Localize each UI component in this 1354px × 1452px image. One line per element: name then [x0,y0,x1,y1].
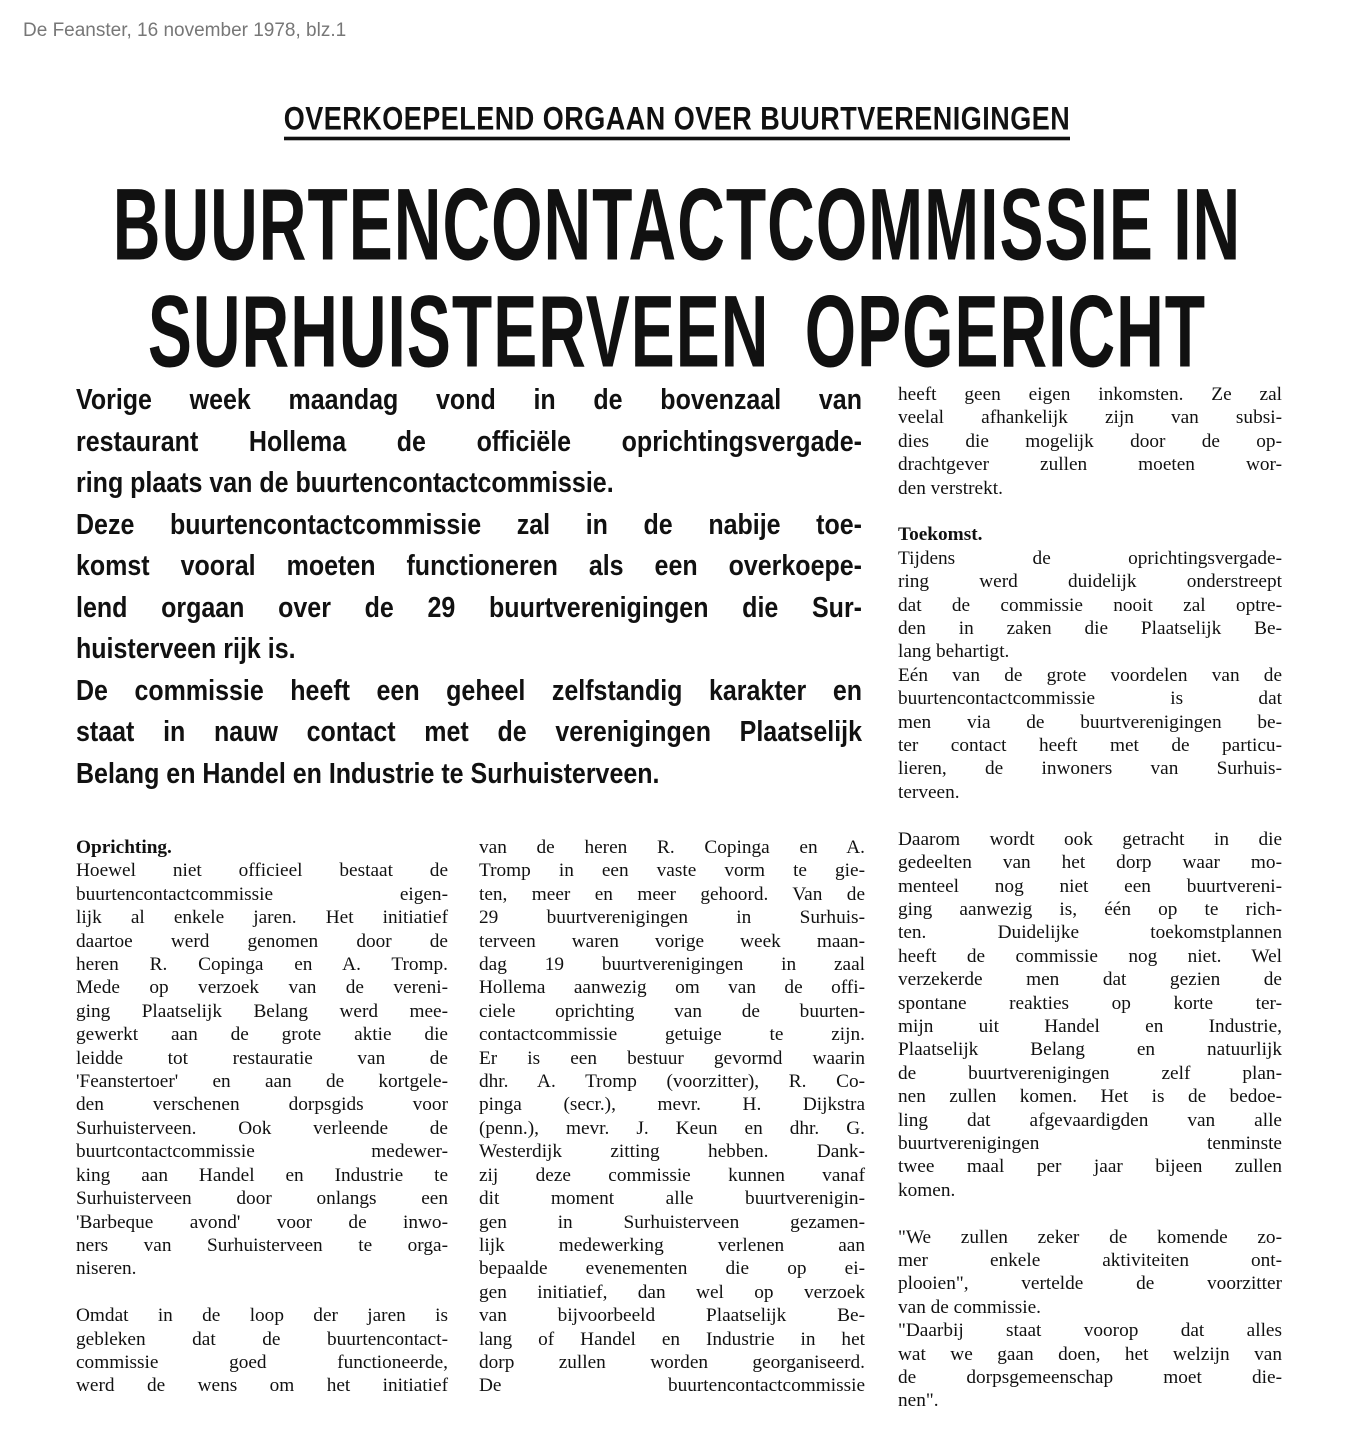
text-line: ring plaats van de buurtencontactcommissie. [76,466,614,499]
text-line: (penn.), mevr. J. Keun en dhr. G. [479,1117,865,1139]
subheading: Oprichting. [76,837,172,858]
headline-line-2: SURHUISTERVEEN OPGERICHT [147,273,1207,389]
paragraph-gap [898,1202,1282,1225]
text-line: twee maal per jaar bijeen zullen [898,1156,1282,1178]
text-line: de buurtverenigingen zelf plan- [898,1062,1282,1084]
text-line: ring werd duidelijk onderstreept [898,571,1282,593]
text-line: wat we gaan doen, het welzijn van [898,1343,1282,1365]
text-line: ten, meer en meer gehoord. Van de [479,883,865,905]
text-line: buurtencontactcommissie is dat [898,688,1282,710]
text-line: Eén van de grote voordelen van de [898,664,1282,686]
text-line: buurtencontactcommissie eigen- [76,883,448,905]
text-line: Surhuisterveen door onlangs een [76,1188,448,1210]
lead-paragraph [76,380,862,795]
text-line: niseren. [76,1258,137,1280]
text-line: gedeelten van het dorp waar mo- [898,852,1282,874]
text-line: bepaalde evenementen die op ei- [479,1258,865,1280]
text-line: Tijdens de oprichtingsvergade- [898,547,1282,569]
text-line: De buurtencontactcommissie [479,1375,865,1397]
text-line: ciele oprichting van de buurten- [479,1000,865,1022]
text-line: komst vooral moeten functioneren als een overkoepe- [76,549,862,582]
text-line: Hollema aanwezig om van de offi- [479,977,865,999]
text-line: ging Plaatselijk Belang werd mee- [76,1000,448,1022]
text-line: commissie goed functioneerde, [76,1351,448,1373]
text-line: dhr. A. Tromp (voorzitter), R. Co- [479,1071,865,1093]
text-line: den verstrekt. [898,477,1003,499]
text-line: "We zullen zeker de komende zo- [898,1226,1282,1248]
text-line: dies die mogelijk door de op- [898,430,1282,452]
text-line: van bijvoorbeeld Plaatselijk Be- [479,1305,865,1327]
text-line: buurtverenigingen tenminste [898,1132,1282,1154]
article-column-1 [76,836,448,1398]
text-line: terveen. [898,781,960,803]
text-line: dat de commissie nooit zal optre- [898,594,1282,616]
text-line: menteel nog niet een buurtvereni- [898,875,1282,897]
text-line: Plaatselijk Belang en natuurlijk [898,1039,1282,1061]
text-line: terveen waren vorige week maan- [479,930,865,952]
text-line: gen initiatief, dan wel op verzoek [479,1281,865,1303]
text-line: Vorige week maandag vond in de bovenzaal van [76,383,862,416]
text-line: lijk medewerking verlenen aan [479,1234,865,1256]
text-line: veelal afhankelijk zijn van subsi- [898,407,1282,429]
kicker-text: OVERKOEPELEND ORGAAN OVER BUURTVERENIGINGEN [284,101,1071,141]
text-line: staat in nauw contact met de verenigingen Plaatselijk [76,715,862,748]
text-line: dit moment alle buurtverenigin- [479,1188,865,1210]
text-line: lijk al enkele jaren. Het initiatief [76,907,448,929]
text-line: lang of Handel en Industrie in het [479,1328,865,1350]
text-line: Hoewel niet officieel bestaat de [76,860,448,882]
text-line: Er is een bestuur gevormd waarin [479,1047,865,1069]
text-line: ter contact heeft met de particu- [898,735,1282,757]
text-line: zij deze commissie kunnen vanaf [479,1164,865,1186]
text-line: gen in Surhuisterveen gezamen- [479,1211,865,1233]
text-line: ten. Duidelijke toekomstplannen [898,922,1282,944]
text-line: king aan Handel en Industrie te [76,1164,448,1186]
text-line: 29 buurtverenigingen in Surhuis- [479,907,865,929]
text-line: 'Barbeque avond' voor de inwo- [76,1211,448,1233]
text-line: restaurant Hollema de officiële oprichtingsvergade- [76,425,862,458]
text-line: Deze buurtencontactcommissie zal in de nabije toe- [76,508,862,541]
text-line: De commissie heeft een geheel zelfstandig karakter en [76,674,862,707]
text-line: heeft geen eigen inkomsten. Ze zal [898,384,1282,405]
text-line: spontane reakties op korte ter- [898,992,1282,1014]
text-line: Surhuisterveen. Ook verleende de [76,1117,448,1139]
text-line: komen. [898,1179,956,1201]
source-caption: De Feanster, 16 november 1978, blz.1 [23,20,347,41]
text-line: contactcommissie getuige te zijn. [479,1024,865,1046]
text-line: gebleken dat de buurtencontact- [76,1328,448,1350]
text-line: huisterveen rijk is. [76,632,296,665]
text-line: den verschenen dorpsgids voor [76,1094,448,1116]
text-line: buurtcontactcommissie medewer- [76,1141,448,1163]
text-line: ging aanwezig is, één op te rich- [898,898,1282,920]
text-line: den in zaken die Plaatselijk Be- [898,618,1282,640]
text-line: leidde tot restauratie van de [76,1047,448,1069]
text-line: heren R. Copinga en A. Tromp. [76,954,448,976]
text-line: dorp zullen worden georganiseerd. [479,1351,865,1373]
text-line: Belang en Handel en Industrie te Surhuisterveen. [76,757,660,790]
text-line: plooien", vertelde de voorzitter [898,1273,1282,1295]
article-column-2 [479,836,865,1398]
text-line: Tromp in een vaste vorm te gie- [479,860,865,882]
article-column-3 [898,383,1282,1413]
text-line: heeft de commissie nog niet. Wel [898,945,1282,967]
text-line: mer enkele aktiviteiten ont- [898,1249,1282,1271]
paragraph-gap [898,804,1282,827]
text-line: van de commissie. [898,1296,1041,1318]
text-line: nen zullen komen. Het is de bedoe- [898,1086,1282,1108]
subheading: Toekomst. [898,524,983,546]
text-line: ners van Surhuisterveen te orga- [76,1234,448,1256]
paragraph-gap [76,1281,448,1304]
text-line: Omdat in de loop der jaren is [76,1305,448,1327]
paragraph-gap [898,500,1282,523]
text-line: Daarom wordt ook getracht in die [898,828,1282,850]
text-line: lieren, de inwoners van Surhuis- [898,758,1282,780]
text-line: pinga (secr.), mevr. H. Dijkstra [479,1094,865,1116]
kicker-heading [0,100,1354,137]
text-line: 'Feanstertoer' en aan de kortgele- [76,1071,448,1093]
headline-line-1: BUURTENCONTACTCOMMISSIE IN [112,166,1242,282]
text-line: drachtgever zullen moeten wor- [898,454,1282,476]
text-line: ling dat afgevaardigden van alle [898,1109,1282,1131]
text-line: lang behartigt. [898,641,1010,663]
text-line: verzekerde men dat gezien de [898,969,1282,991]
text-line: lend orgaan over de 29 buurtverenigingen die Sur- [76,591,862,624]
text-line: Westerdijk zitting hebben. Dank- [479,1141,865,1163]
text-line: de dorpsgemeenschap moet die- [898,1367,1282,1389]
text-line: men via de buurtverenigingen be- [898,711,1282,733]
text-line: Mede op verzoek van de vereni- [76,977,448,999]
text-line: nen". [898,1390,939,1412]
text-line: "Daarbij staat voorop dat alles [898,1320,1282,1342]
text-line: gewerkt aan de grote aktie die [76,1024,448,1046]
text-line: dag 19 buurtverenigingen in zaal [479,954,865,976]
text-line: van de heren R. Copinga en A. [479,837,865,858]
text-line: daartoe werd genomen door de [76,930,448,952]
text-line: werd de wens om het initiatief [76,1375,448,1397]
text-line: mijn uit Handel en Industrie, [898,1015,1282,1037]
